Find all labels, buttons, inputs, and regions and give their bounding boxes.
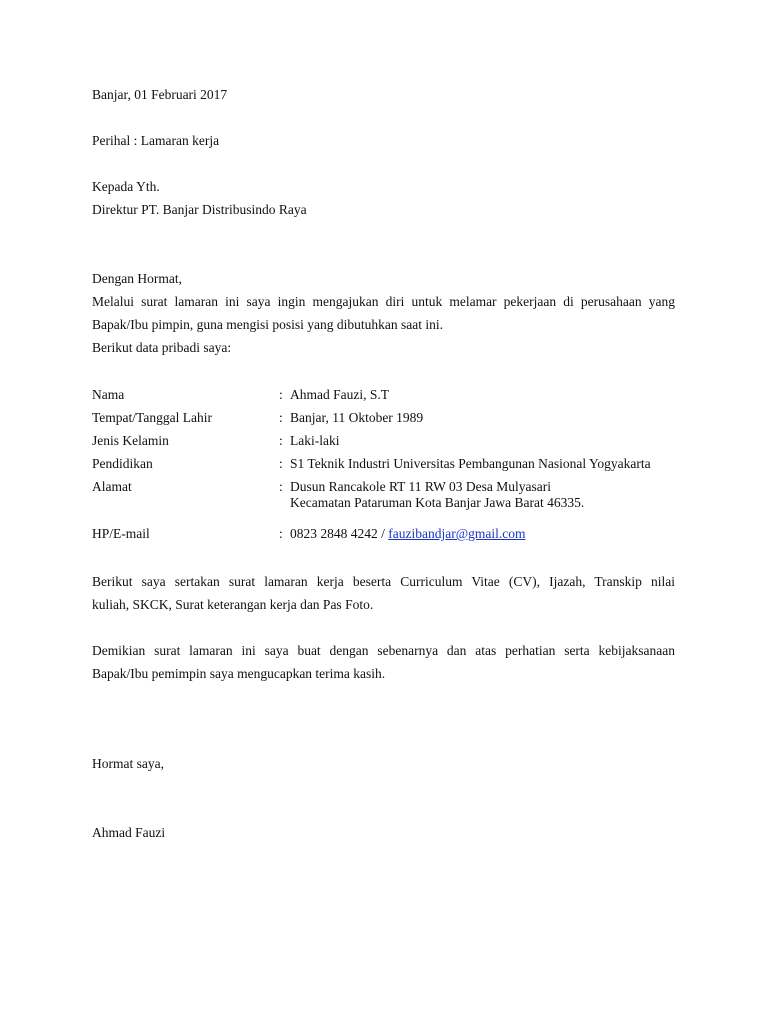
salutation: Dengan Hormat, — [92, 271, 182, 286]
contact-value — [290, 525, 526, 542]
recipient-greeting: Kepada Yth. — [92, 179, 160, 194]
email-link[interactable]: fauzibandjar@gmail.com — [388, 526, 526, 541]
attachments-paragraph — [92, 570, 675, 616]
gender-label: Jenis Kelamin — [92, 433, 169, 448]
gender-value: Laki-laki — [290, 433, 340, 448]
address-value-line-1: Dusun Rancakole RT 11 RW 03 Desa Mulyasari — [290, 479, 552, 494]
contact-colon: : — [279, 526, 283, 541]
closing-line-2: Bapak/Ibu pemimpin saya mengucapkan terima kasih. — [92, 666, 386, 681]
closing-paragraph — [92, 639, 675, 685]
gender-colon: : — [279, 433, 283, 448]
name-value: Ahmad Fauzi, S.T — [290, 387, 389, 402]
education-label: Pendidikan — [92, 456, 153, 471]
signature-name: Ahmad Fauzi — [92, 825, 166, 840]
name-colon: : — [279, 387, 283, 402]
contact-label: HP/E-mail — [92, 526, 150, 541]
birth-label: Tempat/Tanggal Lahir — [92, 410, 212, 425]
sign-off: Hormat saya, — [92, 756, 164, 771]
attachments-line-2: kuliah, SKCK, Surat keterangan kerja dan Pas Foto. — [92, 597, 374, 612]
recipient-addressee: Direktur PT. Banjar Distribusindo Raya — [92, 202, 307, 217]
address-colon: : — [279, 479, 283, 494]
closing-line-1: Demikian surat lamaran ini saya buat dengan sebenarnya dan atas perhatian serta kebijaksanaan — [92, 643, 675, 658]
intro-paragraph — [92, 290, 675, 336]
address-label: Alamat — [92, 479, 132, 494]
phone-number: 0823 2848 4242 / — [290, 526, 385, 541]
date-line: Banjar, 01 Februari 2017 — [92, 87, 228, 102]
education-value: S1 Teknik Industri Universitas Pembangunan Nasional Yogyakarta — [290, 456, 651, 471]
birth-colon: : — [279, 410, 283, 425]
intro-line-1: Melalui surat lamaran ini saya ingin mengajukan diri untuk melamar pekerjaan di perusahaan yang — [92, 294, 675, 309]
subject-line: Perihal : Lamaran kerja — [92, 133, 220, 148]
attachments-line-1: Berikut saya sertakan surat lamaran kerja beserta Curriculum Vitae (CV), Ijazah, Transkip nilai — [92, 574, 675, 589]
address-value-line-2: Kecamatan Pataruman Kota Banjar Jawa Barat 46335. — [290, 495, 585, 510]
education-colon: : — [279, 456, 283, 471]
birth-value: Banjar, 11 Oktober 1989 — [290, 410, 424, 425]
data-intro: Berikut data pribadi saya: — [92, 340, 232, 355]
intro-line-2: Bapak/Ibu pimpin, guna mengisi posisi yang dibutuhkan saat ini. — [92, 317, 443, 332]
name-label: Nama — [92, 387, 125, 402]
